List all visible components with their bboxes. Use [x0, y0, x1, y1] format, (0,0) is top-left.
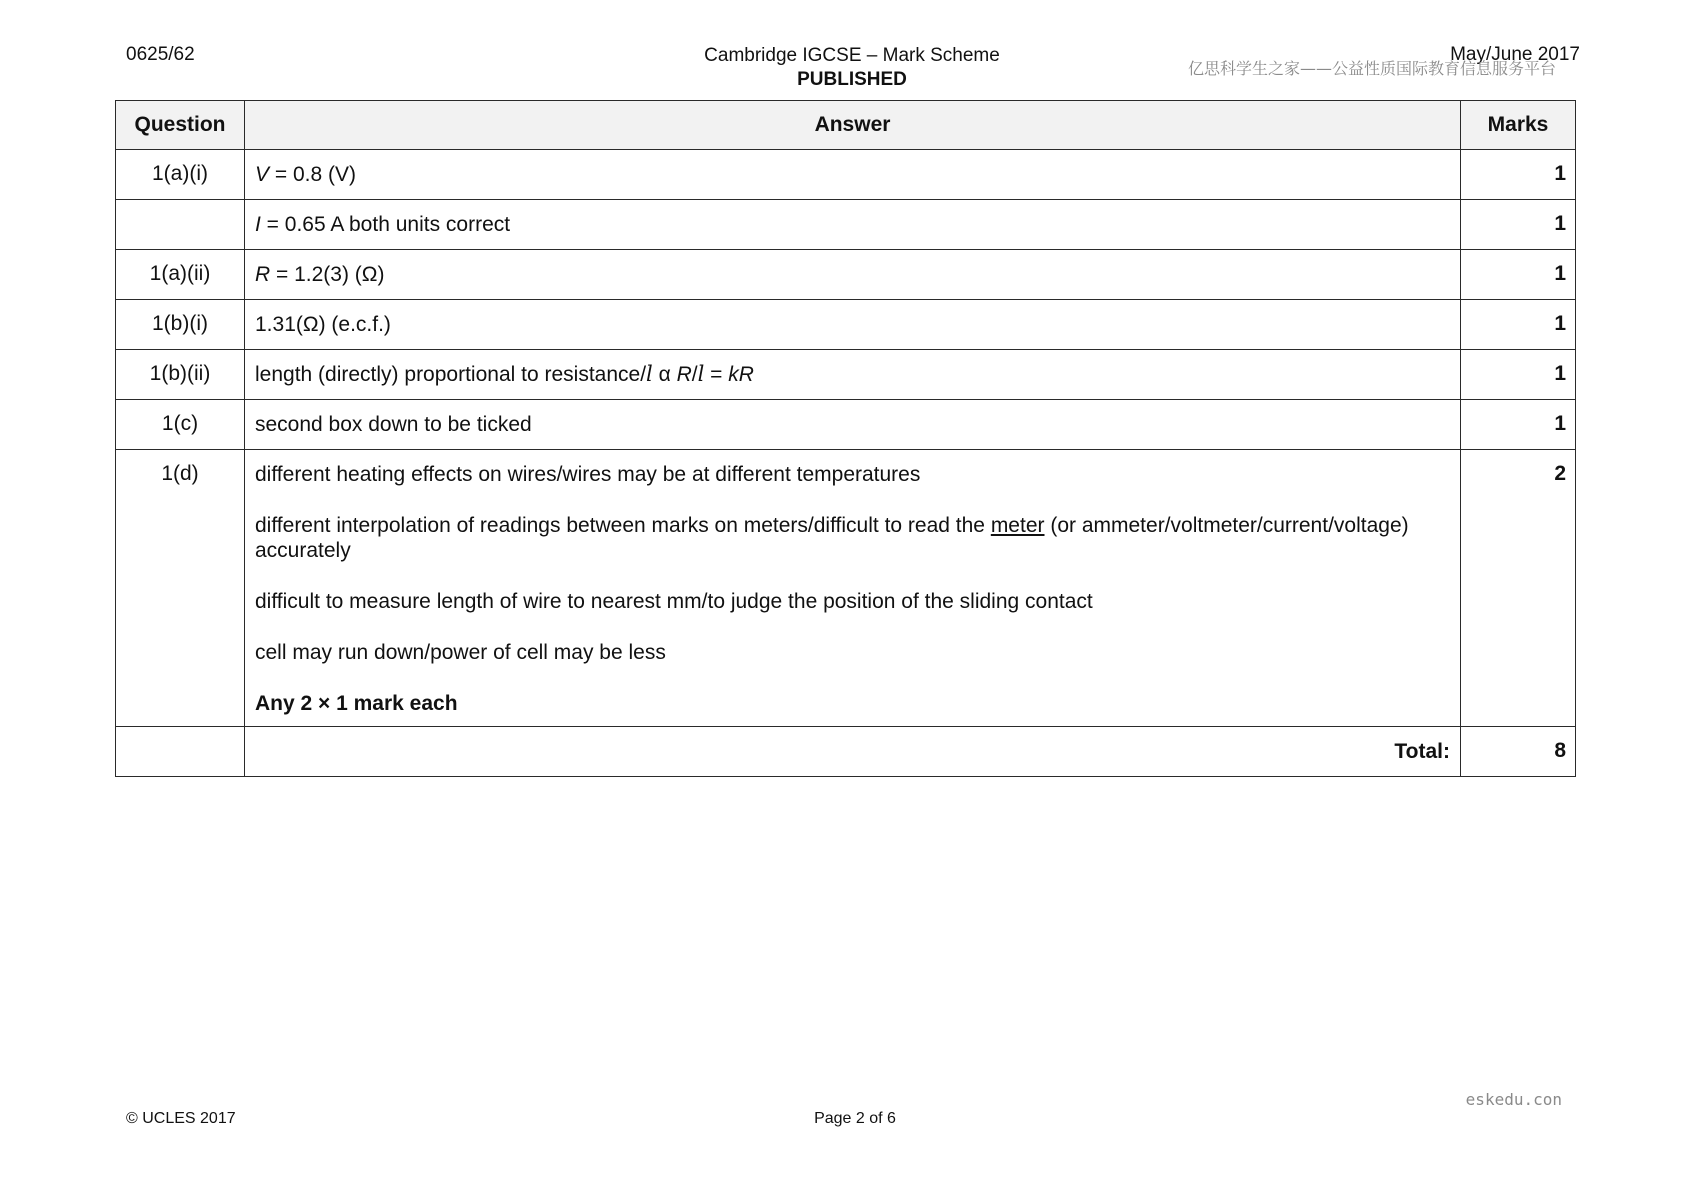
- total-value: 8: [1461, 727, 1576, 777]
- question-cell: 1(a)(i): [116, 150, 245, 200]
- equals: =: [704, 363, 729, 386]
- mark-scheme-table: [115, 100, 1576, 777]
- marks-cell: 1: [1461, 150, 1576, 200]
- table-row: [116, 350, 1576, 400]
- document-title: [592, 44, 1112, 92]
- marks-header: Marks: [1461, 101, 1576, 150]
- marking-guidance: Any 2 × 1 mark each: [255, 692, 458, 715]
- answer-point: difficult to measure length of wire to nearest mm/to judge the position of the sliding contact: [255, 590, 1093, 613]
- total-label: Total:: [245, 727, 1461, 777]
- answer-cell: [245, 200, 1461, 250]
- published-label: PUBLISHED: [797, 69, 907, 90]
- marks-cell: 1: [1461, 350, 1576, 400]
- watermark-text: 亿思科学生之家——公益性质国际教育信息服务平台: [1188, 59, 1557, 78]
- answer-cell: [245, 250, 1461, 300]
- answer-text: = 0.65 A both units correct: [260, 213, 511, 236]
- total-row: [116, 727, 1576, 777]
- question-cell: 1(a)(ii): [116, 250, 245, 300]
- table-row: [116, 450, 1576, 727]
- question-cell: 1(d): [116, 450, 245, 727]
- marks-cell: 1: [1461, 400, 1576, 450]
- marks-cell: 1: [1461, 300, 1576, 350]
- underlined-meter: meter: [990, 514, 1045, 537]
- answer-text: = 1.2(3) (Ω): [270, 263, 385, 286]
- table-row: [116, 300, 1576, 350]
- table-header-row: [116, 101, 1576, 150]
- question-header: Question: [116, 101, 245, 150]
- table-row: [116, 200, 1576, 250]
- page-number: Page 2 of 6: [814, 1110, 896, 1127]
- copyright: © UCLES 2017: [126, 1110, 236, 1127]
- paper-code: 0625/62: [126, 44, 195, 65]
- variable-kr: kR: [728, 363, 754, 386]
- marks-cell: 2: [1461, 450, 1576, 727]
- marks-cell: 1: [1461, 200, 1576, 250]
- variable-i: I: [255, 213, 261, 236]
- site-watermark: eskedu.con: [1465, 1090, 1562, 1109]
- answer-text: length (directly) proportional to resistance/: [255, 363, 647, 386]
- answer-text: = 0.8 (V): [269, 163, 356, 186]
- answer-cell: [245, 150, 1461, 200]
- title-text: Cambridge IGCSE – Mark Scheme: [704, 45, 1000, 66]
- table-row: [116, 250, 1576, 300]
- answer-cell: [245, 450, 1461, 727]
- variable-r: R: [255, 263, 271, 286]
- answer-header: Answer: [245, 101, 1461, 150]
- answer-text: different interpolation of readings between marks on meters/difficult to read the: [255, 514, 991, 537]
- answer-point: different heating effects on wires/wires may be at different temperatures: [255, 463, 921, 486]
- answer-point: [255, 513, 1450, 563]
- variable-l: l: [697, 362, 705, 386]
- question-cell: 1(b)(ii): [116, 350, 245, 400]
- answer-text: (or ammeter/voltmeter/current/voltage) accurately: [255, 514, 1409, 562]
- question-cell: 1(b)(i): [116, 300, 245, 350]
- slash: /: [691, 363, 698, 386]
- question-cell: [116, 200, 245, 250]
- variable-r: R: [676, 363, 692, 386]
- variable-v: V: [255, 163, 270, 186]
- table-row: [116, 400, 1576, 450]
- marks-cell: 1: [1461, 250, 1576, 300]
- variable-l: l: [646, 362, 653, 386]
- empty-cell: [116, 727, 245, 777]
- answer-cell: second box down to be ticked: [245, 400, 1461, 450]
- question-cell: 1(c): [116, 400, 245, 450]
- answer-cell: 1.31(Ω) (e.c.f.): [245, 300, 1461, 350]
- answer-cell: [245, 350, 1461, 400]
- table-row: [116, 150, 1576, 200]
- exam-session: May/June 2017: [1450, 44, 1580, 65]
- proportional-symbol: α: [652, 363, 677, 386]
- answer-point: cell may run down/power of cell may be less: [255, 641, 666, 664]
